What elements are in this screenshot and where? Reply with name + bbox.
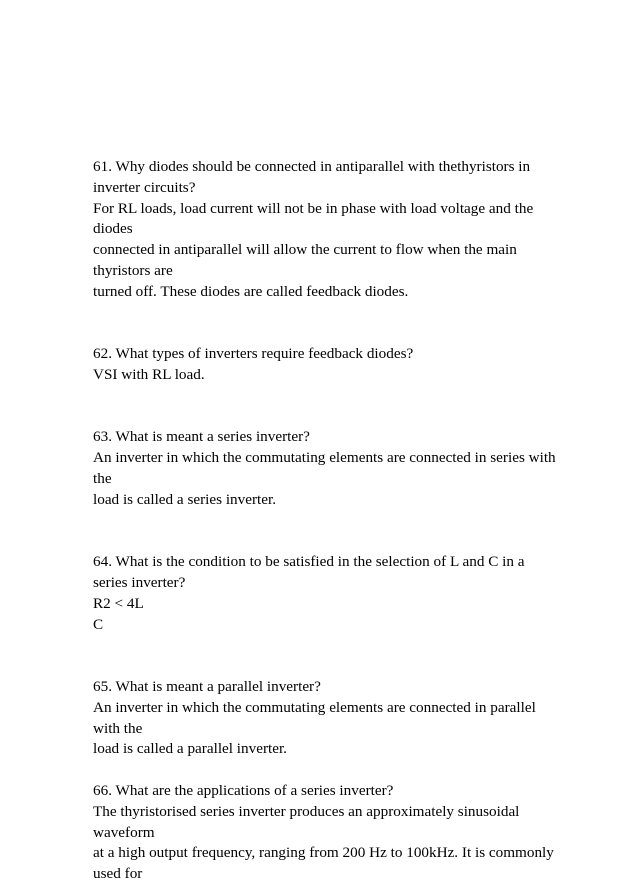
text-line: series inverter? — [93, 573, 186, 591]
text-line: used for — [93, 865, 143, 883]
spacer — [93, 760, 563, 781]
text-line: 61. Why diodes should be connected in antiparallel with thethyristors in — [93, 158, 531, 175]
question-64-block — [93, 552, 563, 635]
spacer — [93, 386, 563, 428]
text-line: For RL loads, load current will not be in phase with load voltage and the — [93, 199, 534, 217]
spacer — [93, 635, 563, 677]
text-line: 64. What is the condition to be satisfied in the selection of L and C in a — [93, 553, 525, 571]
text-line: 66. What are the applications of a series inverter? — [93, 781, 394, 799]
text-line: turned off. These diodes are called feedback diodes. — [93, 282, 409, 300]
text-line: the — [93, 469, 112, 487]
text-line: An inverter in which the commutating elements are connected in parallel — [93, 698, 536, 716]
question-61-block — [93, 157, 563, 303]
text-line: diodes — [93, 220, 133, 238]
text-line: with the — [93, 719, 143, 737]
text-line: 65. What is meant a parallel inverter? — [93, 677, 321, 695]
document-body — [93, 157, 563, 885]
text-line: 62. What types of inverters require feedback diodes? — [93, 345, 414, 363]
text-line: inverter circuits? — [93, 178, 196, 196]
text-line: 63. What is meant a series inverter? — [93, 428, 310, 446]
spacer — [93, 303, 563, 345]
text-line: load is called a parallel inverter. — [93, 740, 287, 758]
spacer — [93, 511, 563, 553]
text-line: VSI with RL load. — [93, 365, 205, 383]
question-63-block — [93, 427, 563, 510]
text-line: An inverter in which the commutating elements are connected in series with — [93, 449, 556, 467]
text-line: R2 < 4L — [93, 594, 144, 612]
question-66-block — [93, 781, 563, 885]
text-line: C — [93, 615, 104, 633]
text-line: load is called a series inverter. — [93, 490, 277, 508]
text-line: thyristors are — [93, 261, 173, 279]
text-line: at a high output frequency, ranging from 200 Hz to 100kHz. It is commonly — [93, 844, 554, 862]
text-line: The thyristorised series inverter produces an approximately sinusoidal — [93, 802, 520, 820]
question-62-block — [93, 344, 563, 386]
question-65-block — [93, 677, 563, 760]
text-line: connected in antiparallel will allow the current to flow when the main — [93, 241, 517, 259]
text-line: waveform — [93, 823, 155, 841]
